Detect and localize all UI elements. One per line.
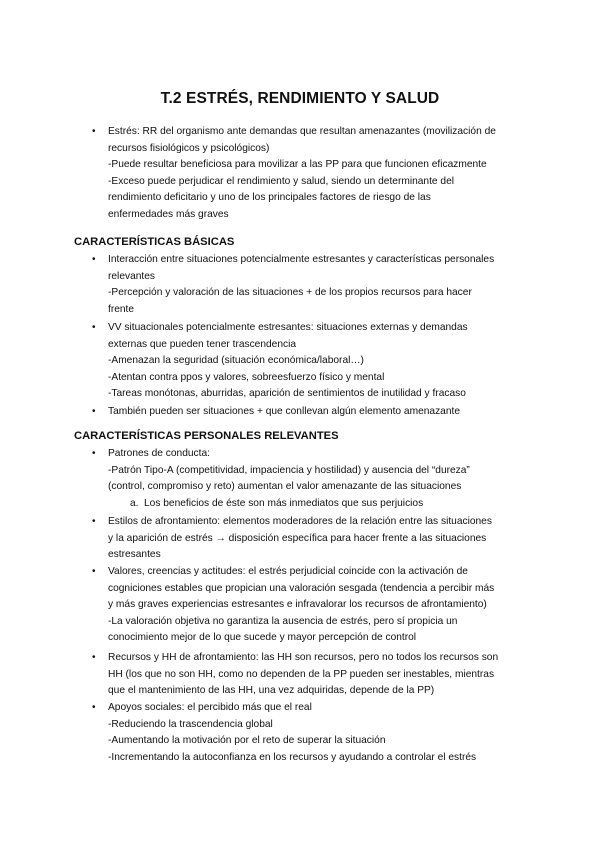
section-heading-caracteristicas-basicas: CARACTERÍSTICAS BÁSICAS: [74, 236, 235, 248]
text-line: -Atentan contra ppos y valores, sobreesfuerzo físico y mental: [108, 371, 385, 383]
list-item-apoyos-sociales: [92, 700, 538, 766]
sublist-marker: a.: [130, 498, 139, 509]
text-line: -Percepción y valoración de las situaciones + de los propios recursos para hacer: [108, 287, 472, 299]
text-line: cogniciones estables que propician una valoración sesgada (tendencia a percibir más: [108, 582, 495, 594]
text-line: recursos fisiológicos y psicológicos): [108, 142, 270, 154]
text-line: y la aparición de estrés → disposición específica para hacer frente a las situaciones: [108, 532, 487, 544]
bullet-icon: •: [92, 254, 96, 265]
text-line: Recursos y HH de afrontamiento: las HH son recursos, pero no todos los recursos son: [108, 652, 499, 663]
list-item-situaciones-positivas: [92, 404, 538, 421]
text-line: -Reduciendo la trascendencia global: [108, 718, 273, 730]
text-line: Interacción entre situaciones potencialmente estresantes y características personales: [108, 254, 495, 265]
text-line: enfermedades más graves: [108, 208, 229, 220]
text-line: -La valoración objetiva no garantiza la ausencia de estrés, pero sí propicia un: [108, 615, 458, 627]
list-item-patrones-conducta: [92, 446, 538, 496]
bullet-icon: •: [92, 322, 96, 333]
text-line: -Amenazan la seguridad (situación económica/laboral…): [108, 355, 364, 367]
text-line: VV situacionales potencialmente estresantes: situaciones externas y demandas: [108, 322, 468, 333]
list-item-vv-situacionales: [92, 320, 538, 403]
list-item-interaccion: [92, 252, 538, 318]
text-line: rendimiento deficitario y uno de los principales factores de riesgo de las: [108, 192, 431, 204]
bullet-icon: •: [92, 126, 96, 137]
bullet-icon: •: [92, 406, 96, 417]
section-heading-caracteristicas-personales: CARACTERÍSTICAS PERSONALES RELEVANTES: [74, 430, 339, 442]
bullet-icon: •: [92, 448, 96, 459]
text-line: relevantes: [108, 270, 156, 282]
list-item-estilos-afrontamiento: [92, 514, 538, 564]
list-item-recursos-hh: [92, 650, 538, 700]
text-line: Valores, creencias y actitudes: el estrés perjudicial coincide con la activación de: [108, 566, 468, 577]
text-line: externas que pueden tener trascendencia: [108, 338, 297, 350]
text-line: -Exceso puede perjudicar el rendimiento y salud, siendo un determinante del: [108, 175, 455, 187]
sublist-item-beneficios: [130, 496, 424, 513]
list-item-valores-creencias: [92, 564, 538, 647]
text-line: -Puede resultar beneficiosa para movilizar a las PP para que funcionen eficazmente: [108, 159, 487, 171]
text-line: frente: [108, 303, 135, 315]
bullet-icon: •: [92, 702, 96, 713]
text-line: HH (los que no son HH, como no dependen de la PP pueden ser inestables, mientras: [108, 668, 495, 680]
text-line: (control, compromiso y reto) aumentan el valor amenazante de las situaciones: [108, 481, 462, 493]
bullet-icon: •: [92, 566, 96, 577]
text-line: que el mantenimiento de las HH, una vez adquiridas, depende de la PP): [108, 685, 435, 697]
text-line: También pueden ser situaciones + que conllevan algún elemento amenazante: [108, 406, 460, 417]
list-item-estres-definicion: [92, 124, 538, 224]
text-line: estresantes: [108, 549, 161, 561]
text-line: Estrés: RR del organismo ante demandas que resultan amenazantes (movilización de: [108, 126, 496, 137]
text-line: conocimiento mejor de lo que sucede y mayor percepción de control: [108, 632, 417, 644]
document-title: T.2 ESTRÉS, RENDIMIENTO Y SALUD: [160, 90, 440, 107]
bullet-icon: •: [92, 516, 96, 527]
text-line: Patrones de conducta:: [108, 448, 210, 459]
text-line: -Aumentando la motivación por el reto de superar la situación: [108, 735, 386, 747]
text-line: -Incrementando la autoconfianza en los recursos y ayudando a controlar el estrés: [108, 751, 477, 763]
text-line: -Tareas monótonas, aburridas, aparición de sentimientos de inutilidad y fracaso: [108, 388, 466, 400]
sublist-text: Los beneficios de éste son más inmediatos que sus perjuicios: [144, 498, 424, 509]
text-line: Estilos de afrontamiento: elementos moderadores de la relación entre las situaciones: [108, 516, 492, 527]
text-line: Apoyos sociales: el percibido más que el real: [108, 702, 312, 713]
text-line: -Patrón Tipo-A (competitividad, impaciencia y hostilidad) y ausencia del “dureza”: [108, 464, 470, 476]
text-line: y más graves experiencias estresantes e infravalorar los recursos de afrontamiento): [108, 599, 487, 611]
bullet-icon: •: [92, 652, 96, 663]
